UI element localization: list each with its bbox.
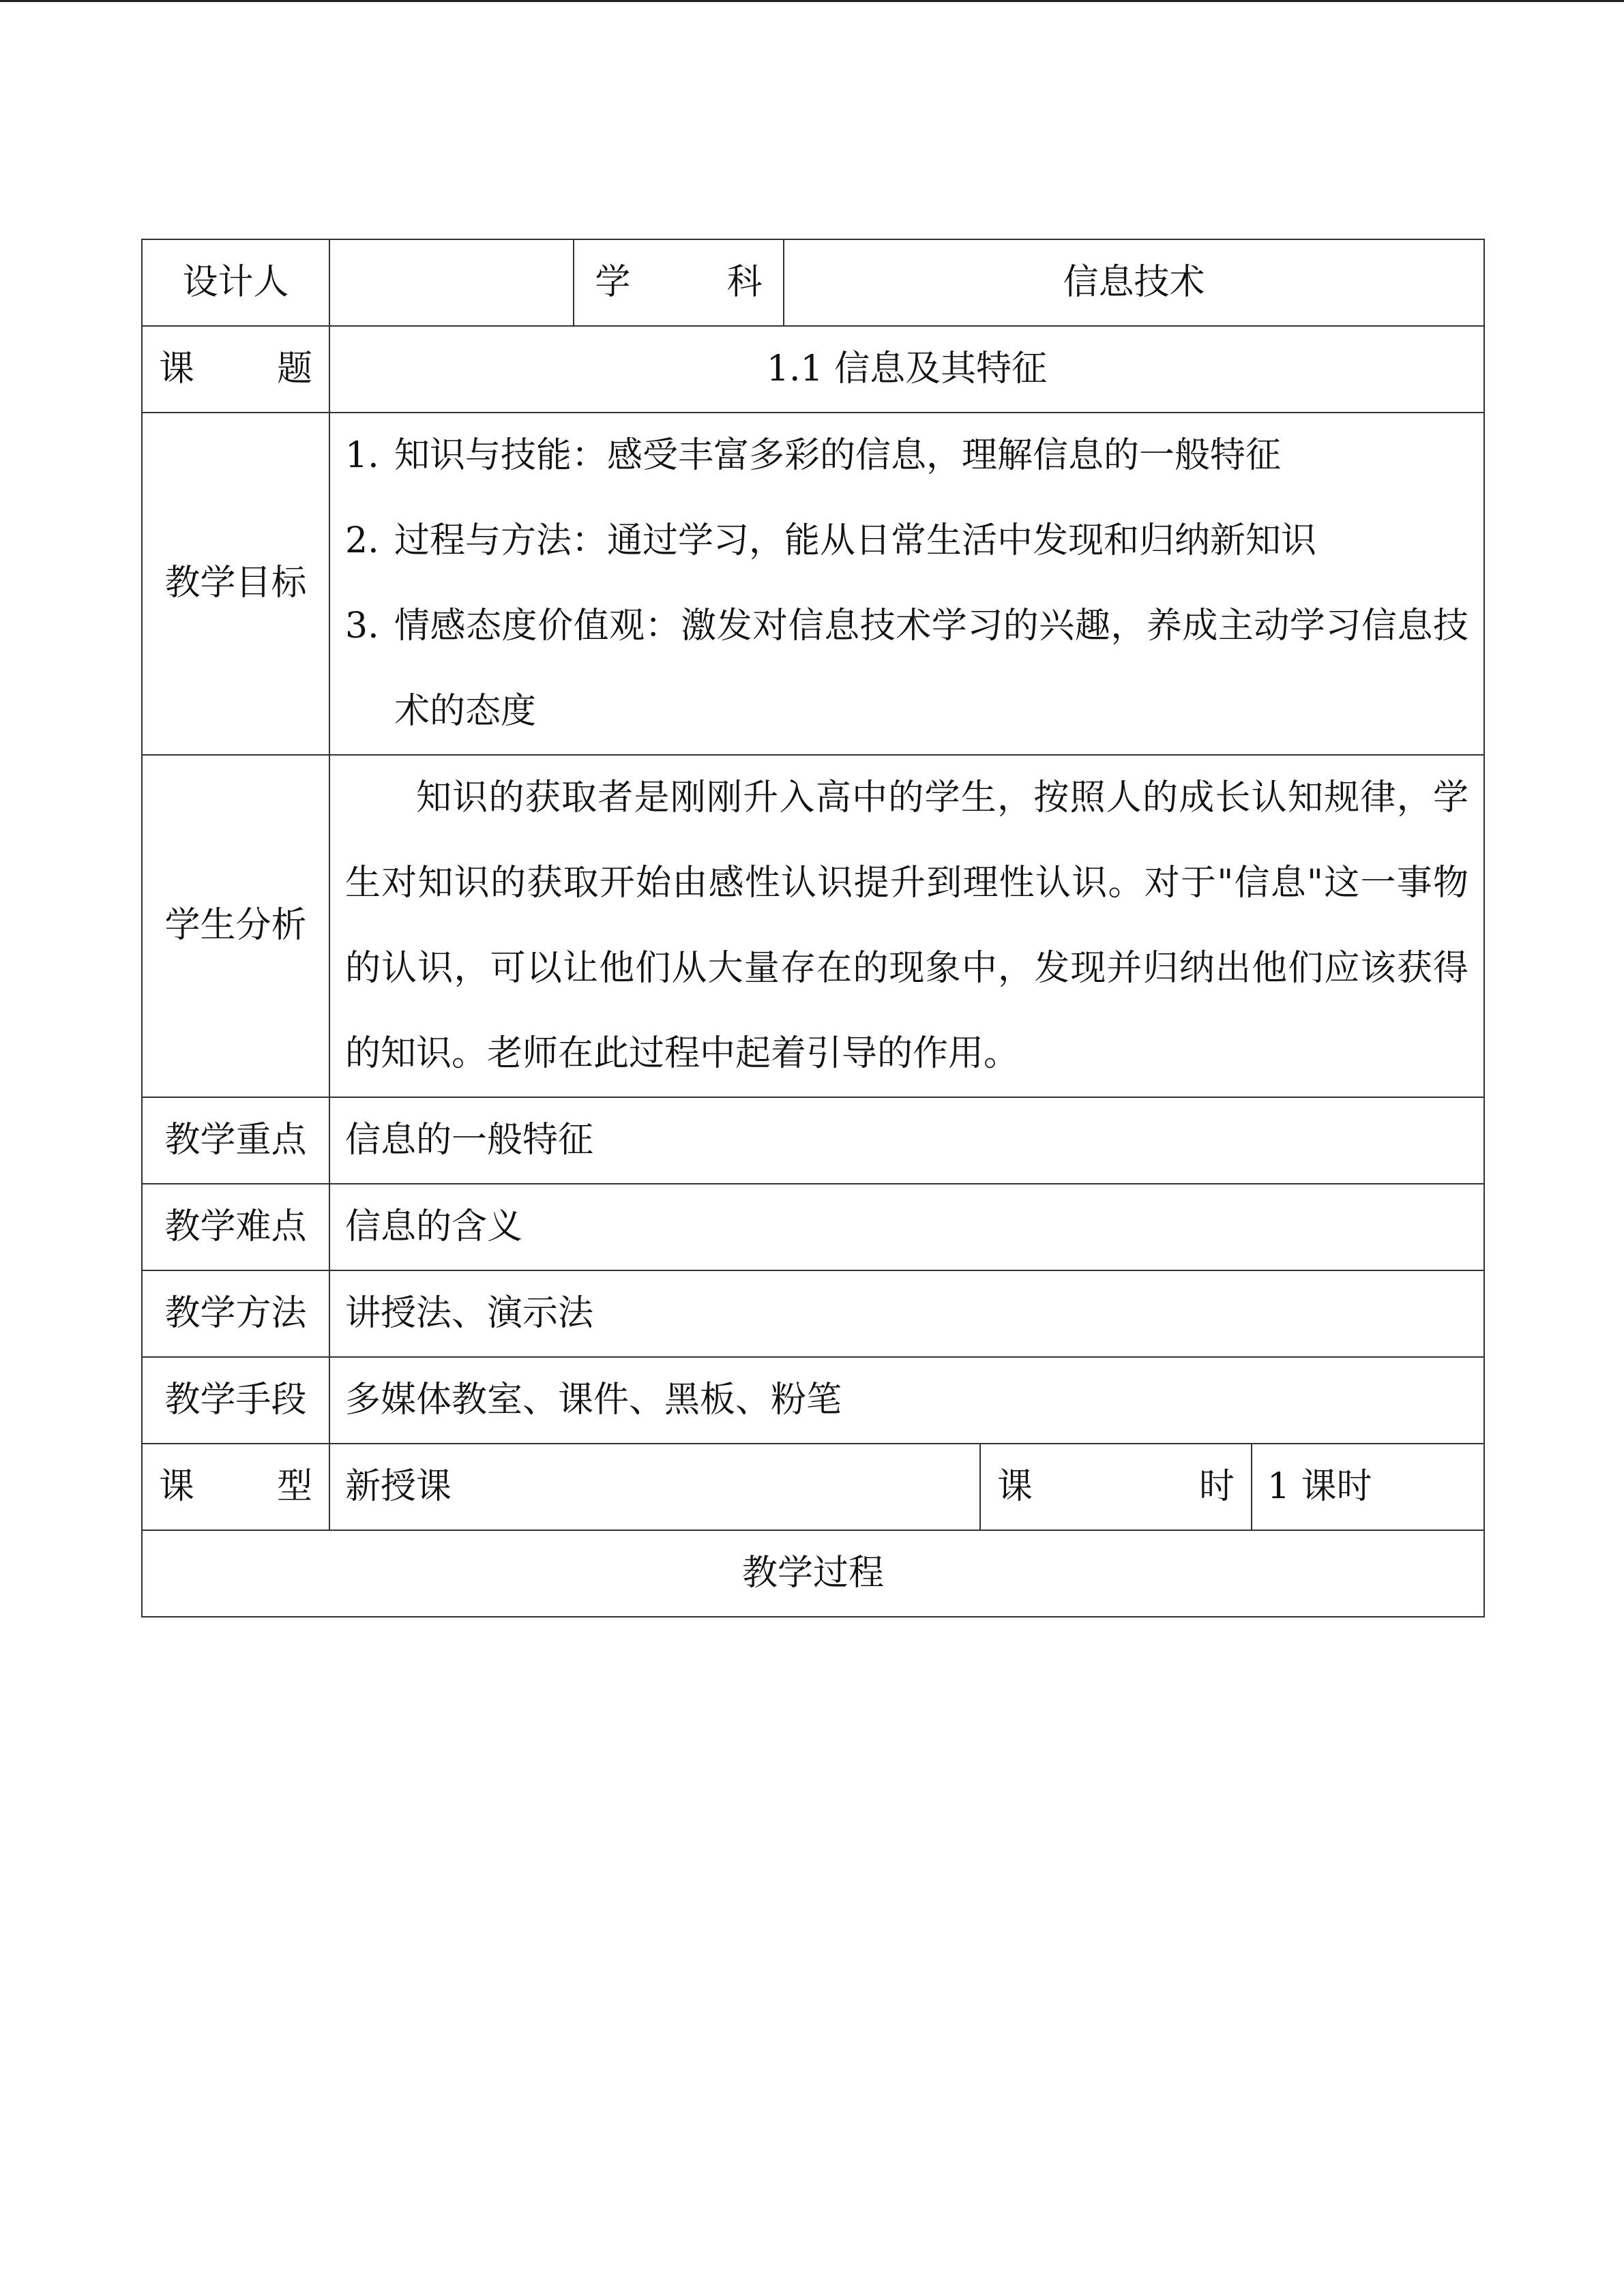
subject-label [574, 239, 806, 326]
means-row [142, 1357, 1484, 1444]
header-row [142, 239, 1484, 326]
method-value: 讲授法、演示法 [329, 1270, 1484, 1357]
page-top-border [0, 0, 1624, 2]
hours-label: 课 时 [980, 1444, 1252, 1530]
key-point-value: 信息的一般特征 [329, 1097, 1484, 1184]
goals-row [142, 413, 1484, 755]
topic-label: 课 题 [142, 326, 329, 413]
type-value: 新授课 [329, 1444, 980, 1530]
analysis-label: 学生分析 [142, 755, 329, 1097]
goal-text: 情感态度价值观：激发对信息技术学习的兴趣，养成主动学习信息技术的态度 [394, 606, 1468, 732]
process-row [142, 1530, 1484, 1617]
analysis-cell [329, 755, 1484, 1097]
subject-label-text: 学 科 [595, 261, 806, 303]
goal-number: 1. [345, 435, 379, 476]
difficulty-row [142, 1184, 1484, 1270]
goals-list [345, 413, 1468, 754]
designer-value [329, 239, 574, 326]
goal-number: 3. [345, 606, 379, 646]
goal-item [345, 413, 1468, 498]
hours-value: 1 课时 [1252, 1444, 1484, 1530]
method-label: 教学方法 [142, 1270, 329, 1357]
goal-number: 2. [345, 520, 379, 561]
designer-label: 设计人 [142, 239, 329, 326]
goal-item [345, 584, 1468, 754]
goal-text: 过程与方法：通过学习，能从日常生活中发现和归纳新知识 [394, 520, 1317, 561]
type-label: 课 型 [142, 1444, 329, 1530]
analysis-text: 知识的获取者是刚刚升入高中的学生，按照人的成长认知规律，学生对知识的获取开始由感性认识提升到理性认识。对于"信息"这一事物的认识，可以让他们从大量存在的现象中，发现并归纳出他们应该获得的知识。老师在此过程中起着引导的作用。 [345, 777, 1468, 1074]
goal-item [345, 498, 1468, 584]
means-label: 教学手段 [142, 1357, 329, 1444]
topic-value: 1.1 信息及其特征 [329, 326, 1484, 413]
lesson-plan-table [141, 239, 1485, 1617]
difficulty-value: 信息的含义 [329, 1184, 1484, 1270]
goal-text: 知识与技能：感受丰富多彩的信息，理解信息的一般特征 [394, 435, 1282, 476]
key-point-label: 教学重点 [142, 1097, 329, 1184]
type-row [142, 1444, 1484, 1530]
difficulty-label: 教学难点 [142, 1184, 329, 1270]
topic-row [142, 326, 1484, 413]
process-title: 教学过程 [142, 1530, 1484, 1617]
means-value: 多媒体教室、课件、黑板、粉笔 [329, 1357, 1484, 1444]
goals-cell [329, 413, 1484, 755]
key-point-row [142, 1097, 1484, 1184]
goals-label: 教学目标 [142, 413, 329, 755]
subject-value: 信息技术 [784, 239, 1484, 326]
method-row [142, 1270, 1484, 1357]
analysis-row [142, 755, 1484, 1097]
